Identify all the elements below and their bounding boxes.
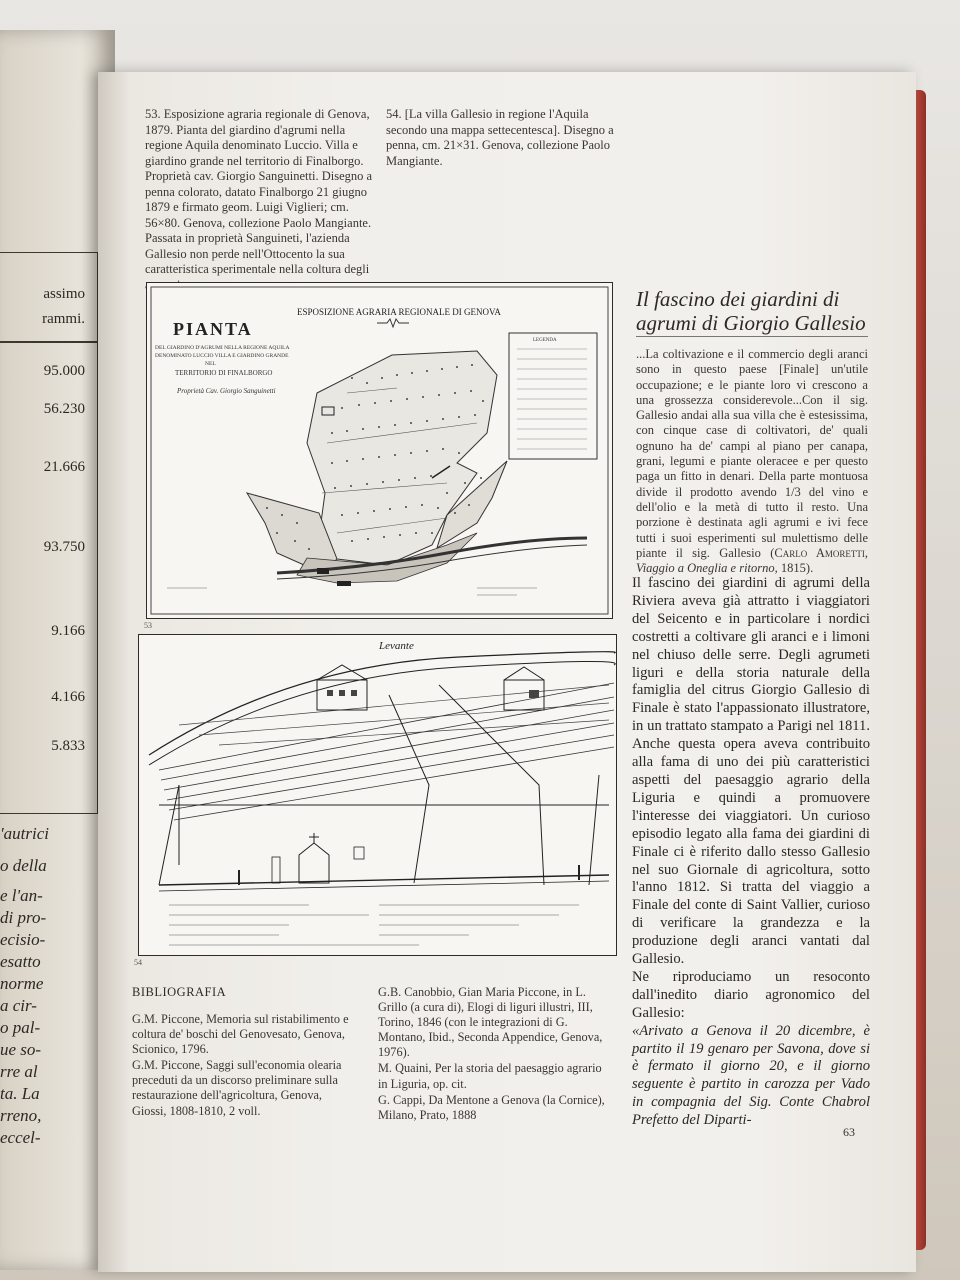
- page-number: 63: [843, 1125, 855, 1139]
- fig-number-54: 54: [134, 958, 142, 967]
- quote-year: 1815).: [780, 561, 814, 576]
- map-drawing-53: [147, 283, 612, 618]
- title-rule: [636, 336, 868, 337]
- bibliography-entry: G. Cappi, Da Mentone a Genova (la Cornice), Milano, Prato, 1888: [378, 1092, 605, 1122]
- left-text-line: a cir-: [0, 996, 37, 1015]
- body-paragraph-2: Ne riproduciamo un resoconto dall'inedito diario agronomico del Gallesio:: [632, 968, 870, 1021]
- section-title: Il fascino dei giardini di agrumi di Giorgio Gallesio: [636, 287, 866, 335]
- map2-label: Levante: [379, 640, 414, 652]
- left-text-line: rre al: [0, 1062, 38, 1081]
- left-text-line: rreno,: [0, 1106, 42, 1125]
- quote-author: (Carlo Amoretti,: [770, 545, 869, 560]
- body-text: [632, 575, 870, 1130]
- left-text-line: esatto: [0, 952, 41, 971]
- left-table-value: 93.750: [43, 539, 85, 555]
- map-subtitle-4: TERRITORIO DI FINALBORGO: [175, 369, 273, 377]
- left-table-header-2: rammi.: [42, 311, 85, 327]
- left-table-value: 21.666: [43, 459, 85, 475]
- bibliography-col-1: [132, 1012, 358, 1120]
- bibliography-heading: BIBLIOGRAFIA: [132, 985, 227, 999]
- map-figure-53: [146, 282, 613, 619]
- left-text-line: ta. La: [0, 1084, 40, 1103]
- caption-53: 53. Esposizione agraria regionale di Genova, 1879. Pianta del giardino d'agrumi nella regione Aquila denominato Luccio. Villa e giardino grande nel territorio di Finalborgo. Proprietà cav. Giorgio Sanguinetti. Disegno a penna colorato, datato Finalborgo 21 giugno 1879 e firmato geom. Luigi Viglieri; cm. 56×80. Genova, collezione Paolo Mangiante. Passata in proprietà Sanguineti, l'azienda Gallesio non perde nell'Ottocento la sua caratteristica sperimentale nella coltura degli: [145, 107, 373, 276]
- body-paragraph-1: Il fascino dei giardini di agrumi della Riviera aveva già attratto i viaggiatori del Seicento e in particolare i nordici costretti a coltivare gli aranci e i limoni nel chiuso delle serre. Degli agrumeti liguri e della storia naturale della famiglia del citrus Giorgio Gallesio di Finale è stato l'appassionato illustratore, in un trattato stampato a Parigi nel 1811. Anche questa opera aveva contribuito alla fama di uno dei più caratteristici aspetti del paesaggio agrario della Liguria e quindi a promuovere l'interesse dei viaggiatori. Un curioso episodio legato alla fama dei giardini di Finale ci è riferito dallo stesso Gallesio nel suo Giornale di agricoltura, sotto l'anno 1812. Si tratta del viaggio a Finale del conte di Saint Vallier, curioso di verificare la grandezza e la produzione degli aranci vantati dal Gallesio.: [632, 575, 870, 968]
- intro-quote: [636, 347, 868, 576]
- map-subtitle-1: DEL GIARDINO D'AGRUMI NELLA REGIONE AQUILA: [155, 345, 290, 351]
- quote-text: ...La coltivazione e il commercio degli aranci sono in questo paese [Finale] un'utile occupazione; e le piante loro vi crescono a una grossezza considerevole...Con il sig. Gallesio andai alla sua villa che è estesissima, con cinque case di coltivatori, de' quali ognuno ha de' campi al piano per canapa, grani, legumi e piante oleracee e per questo paga un fitto in denari. Della parte montuosa divide il prodotto avendo 1/3 del vino e dell'olio e la metà di tutto il resto. Una porzione è destinata agli agrumi e ivi fece tutti i suoi esperimenti sul mulettismo delle piante il sig. Gallesio: [636, 347, 868, 560]
- left-text-line: o della: [0, 856, 47, 875]
- map-legend-box: [509, 333, 597, 459]
- bibliography-entry: G.M. Piccone, Saggi sull'economia olearia preceduti da un discorso preliminare sulla restaurazione dell'agricoltura, Genova, Giossi, 1808-1810, 2 voll.: [132, 1058, 342, 1118]
- left-table-value: 95.000: [43, 363, 85, 379]
- left-table-value: 4.166: [51, 689, 85, 705]
- left-text-line: eccel-: [0, 1128, 41, 1147]
- map-header: ESPOSIZIONE AGRARIA REGIONALE DI GENOVA: [297, 307, 501, 317]
- bibliography-entry: M. Quaini, Per la storia del paesaggio agrario in Liguria, op. cit.: [378, 1061, 602, 1091]
- fig-number-53: 53: [144, 621, 152, 630]
- body-paragraph-3: «Arivato a Genova il 20 dicembre, è partito il 19 genaro per Savona, dove si è fermato il giorno 20, e il giorno seguente è partito in carozza per Vado in compagnia del Sig. Conte Chabrol Prefetto del Diparti-: [632, 1022, 870, 1129]
- left-text-line: norme: [0, 974, 44, 993]
- caption-54: 54. [La villa Gallesio in regione l'Aquila secondo una mappa settecentesca]. Disegno a penna, cm. 21×31. Genova, collezione Paolo Mangiante.: [386, 107, 614, 168]
- left-table-value: 9.166: [51, 623, 85, 639]
- map-subtitle-3: NEL: [205, 361, 216, 367]
- map-drawing-54: [139, 635, 616, 955]
- left-table-value: 5.833: [51, 738, 85, 754]
- left-text-line: ue so-: [0, 1040, 42, 1059]
- bibliography-entry: G.M. Piccone, Memoria sul ristabilimento e coltura de' boschi del Genovesato, Genova, Scionico, 1796.: [132, 1012, 349, 1057]
- map-legend-title: LEGENDA: [533, 338, 557, 343]
- quote-work: Viaggio a Oneglia e ritorno,: [636, 561, 778, 576]
- left-table-value: 56.230: [43, 401, 85, 417]
- map-subtitle-2: DENOMINATO LUCCIO VILLA E GIARDINO GRANDE: [155, 353, 289, 359]
- bibliography-entry: G.B. Canobbio, Gian Maria Piccone, in L. Grillo (a cura di), Elogi di liguri illustri, III, Torino, 1846 (con le integrazioni di G. Montano, Ibid., Seconda Appendice, Genova, 1976).: [378, 985, 603, 1060]
- left-page-table: [0, 252, 98, 814]
- bibliography-col-2: [378, 985, 606, 1124]
- left-text-line: ecisio-: [0, 930, 46, 949]
- map-owner: Proprietà Cav. Giorgio Sanguinetti: [177, 387, 276, 395]
- map-title: PIANTA: [173, 319, 253, 339]
- left-table-header-1: assimo: [43, 286, 85, 302]
- left-text-line: e l'an-: [0, 886, 43, 905]
- map-figure-54: [138, 634, 617, 956]
- left-text-line: o pal-: [0, 1018, 41, 1037]
- left-text-line: 'autrici: [0, 824, 49, 843]
- left-text-line: di pro-: [0, 908, 47, 927]
